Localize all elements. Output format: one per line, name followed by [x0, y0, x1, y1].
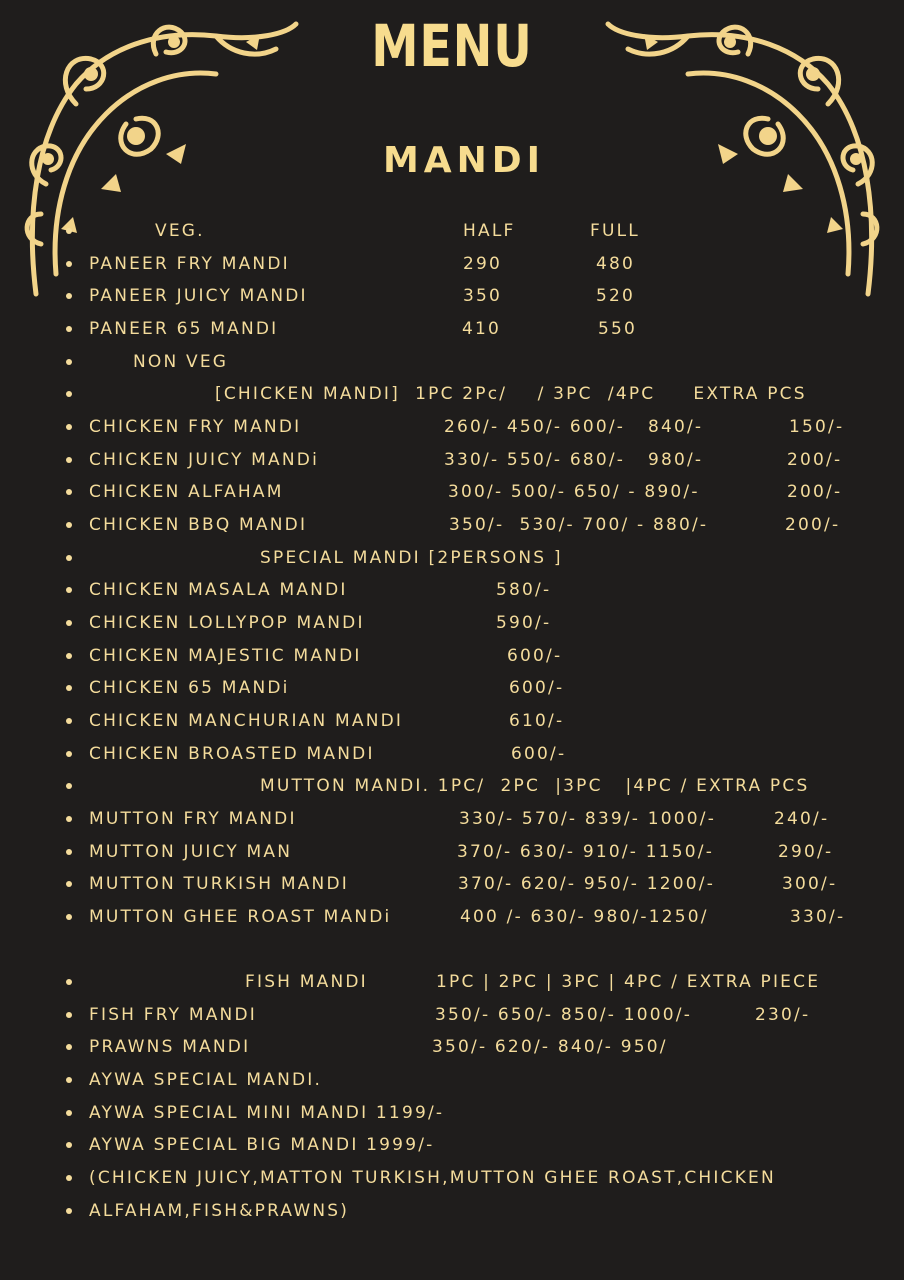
menu-item-name: MUTTON MANDI. 1PC/ 2PC |3PC |4PC / EXTRA PCS — [260, 776, 810, 796]
bullet-icon — [66, 1110, 72, 1116]
menu-item-name: CHICKEN FRY MANDI — [89, 417, 302, 437]
menu-item-name: CHICKEN JUICY MANDi — [89, 450, 320, 470]
menu-item-price: 370/- 630/- 910/- 1150/- — [457, 842, 715, 862]
bullet-icon — [66, 783, 72, 789]
menu-item-price: 600/- — [511, 744, 567, 764]
menu-item-price: 150/- — [789, 417, 845, 437]
menu-item-name: (CHICKEN JUICY,MATTON TURKISH,MUTTON GHEE ROAST,CHICKEN — [89, 1168, 776, 1188]
menu-item-price: FULL — [590, 221, 640, 241]
section-title: MANDI — [382, 140, 546, 181]
bullet-icon — [66, 816, 72, 822]
menu-item-price: 230/- — [755, 1005, 811, 1025]
menu-item-price: 350/- 530/- 700/ - 880/- — [449, 515, 709, 535]
menu-item-name: MUTTON GHEE ROAST MANDi — [89, 907, 392, 927]
menu-item-price: 600/- — [507, 646, 563, 666]
bullet-icon — [66, 326, 72, 332]
menu-item-price: 410 — [462, 319, 502, 339]
menu-item-price: 300/- 500/- 650/ - 890/- — [448, 482, 700, 502]
menu-item-name: FISH FRY MANDI — [89, 1005, 257, 1025]
menu-item-price: HALF — [463, 221, 516, 241]
menu-item-price: 350/- 620/- 840/- 950/ — [432, 1037, 668, 1057]
menu-item-price: 260/- 450/- 600/- 840/- — [444, 417, 704, 437]
menu-item-name: PANEER JUICY MANDI — [89, 286, 308, 306]
menu-item-price: 1PC | 2PC | 3PC | 4PC / EXTRA PIECE — [436, 972, 821, 992]
menu-item-price: 290 — [463, 254, 503, 274]
menu-item-name: CHICKEN LOLLYPOP MANDI — [89, 613, 365, 633]
menu-item-price: 350/- 650/- 850/- 1000/- — [435, 1005, 693, 1025]
bullet-icon — [66, 1077, 72, 1083]
menu-item-price: 600/- — [509, 678, 565, 698]
menu-item-price: 200/- — [785, 515, 841, 535]
menu-item-price: 590/- — [496, 613, 552, 633]
bullet-icon — [66, 587, 72, 593]
menu-item-name: CHICKEN MAJESTIC MANDI — [89, 646, 362, 666]
bullet-icon — [66, 391, 72, 397]
menu-item-name: [CHICKEN MANDI] 1PC 2Pc/ / 3PC /4PC EXTRA PCS — [215, 384, 807, 404]
bullet-icon — [66, 979, 72, 985]
bullet-icon — [66, 1012, 72, 1018]
menu-item-name: PRAWNS MANDI — [89, 1037, 251, 1057]
menu-item-price: 350 — [463, 286, 503, 306]
bullet-icon — [66, 1142, 72, 1148]
menu-item-name: CHICKEN MASALA MANDI — [89, 580, 348, 600]
menu-item-name: CHICKEN BROASTED MANDI — [89, 744, 375, 764]
bullet-icon — [66, 718, 72, 724]
bullet-icon — [66, 1208, 72, 1214]
menu-item-price: 330/- — [790, 907, 846, 927]
menu-item-price: 290/- — [778, 842, 834, 862]
menu-item-name: AYWA SPECIAL MINI MANDI 1199/- — [89, 1103, 445, 1123]
menu-item-price: 370/- 620/- 950/- 1200/- — [458, 874, 716, 894]
menu-item-price: 200/- — [787, 450, 843, 470]
menu-item-name: AYWA SPECIAL MANDI. — [89, 1070, 323, 1090]
menu-item-price: 400 /- 630/- 980/-1250/ — [460, 907, 709, 927]
bullet-icon — [66, 685, 72, 691]
menu-item-price: 580/- — [496, 580, 552, 600]
bullet-icon — [66, 1175, 72, 1181]
bullet-icon — [66, 522, 72, 528]
menu-item-name: NON VEG — [133, 352, 229, 372]
menu-item-price: 300/- — [782, 874, 838, 894]
menu-item-price: 240/- — [774, 809, 830, 829]
menu-item-price: 200/- — [787, 482, 843, 502]
menu-item-name: FISH MANDI — [245, 972, 368, 992]
menu-item-price: 330/- 550/- 680/- 980/- — [444, 450, 704, 470]
menu-item-price: 480 — [596, 254, 636, 274]
bullet-icon — [66, 489, 72, 495]
menu-item-name: PANEER FRY MANDI — [89, 254, 290, 274]
menu-item-name: ALFAHAM,FISH&PRAWNS) — [89, 1201, 350, 1221]
bullet-icon — [66, 359, 72, 365]
bullet-icon — [66, 555, 72, 561]
bullet-icon — [66, 424, 72, 430]
bullet-icon — [66, 653, 72, 659]
menu-item-price: 520 — [596, 286, 636, 306]
menu-item-name: CHICKEN BBQ MANDI — [89, 515, 308, 535]
menu-item-name: AYWA SPECIAL BIG MANDI 1999/- — [89, 1135, 435, 1155]
bullet-icon — [66, 457, 72, 463]
menu-item-name: CHICKEN ALFAHAM — [89, 482, 284, 502]
menu-item-price: 610/- — [509, 711, 565, 731]
bullet-icon — [66, 751, 72, 757]
bullet-icon — [66, 849, 72, 855]
menu-item-price: 330/- 570/- 839/- 1000/- — [459, 809, 717, 829]
menu-item-name: SPECIAL MANDI [2PERSONS ] — [260, 548, 563, 568]
bullet-icon — [66, 293, 72, 299]
menu-item-price: 550 — [598, 319, 638, 339]
bullet-icon — [66, 914, 72, 920]
bullet-icon — [66, 261, 72, 267]
bullet-icon — [66, 228, 72, 234]
menu-item-name: MUTTON JUICY MAN — [89, 842, 293, 862]
menu-item-name: PANEER 65 MANDI — [89, 319, 279, 339]
menu-item-name: MUTTON FRY MANDI — [89, 809, 297, 829]
bullet-icon — [66, 881, 72, 887]
page-title: MENU — [371, 12, 533, 80]
menu-item-name: CHICKEN MANCHURIAN MANDI — [89, 711, 404, 731]
menu-item-name: VEG. — [155, 221, 205, 241]
bullet-icon — [66, 1044, 72, 1050]
menu-item-name: CHICKEN 65 MANDi — [89, 678, 290, 698]
bullet-icon — [66, 620, 72, 626]
menu-item-name: MUTTON TURKISH MANDI — [89, 874, 349, 894]
